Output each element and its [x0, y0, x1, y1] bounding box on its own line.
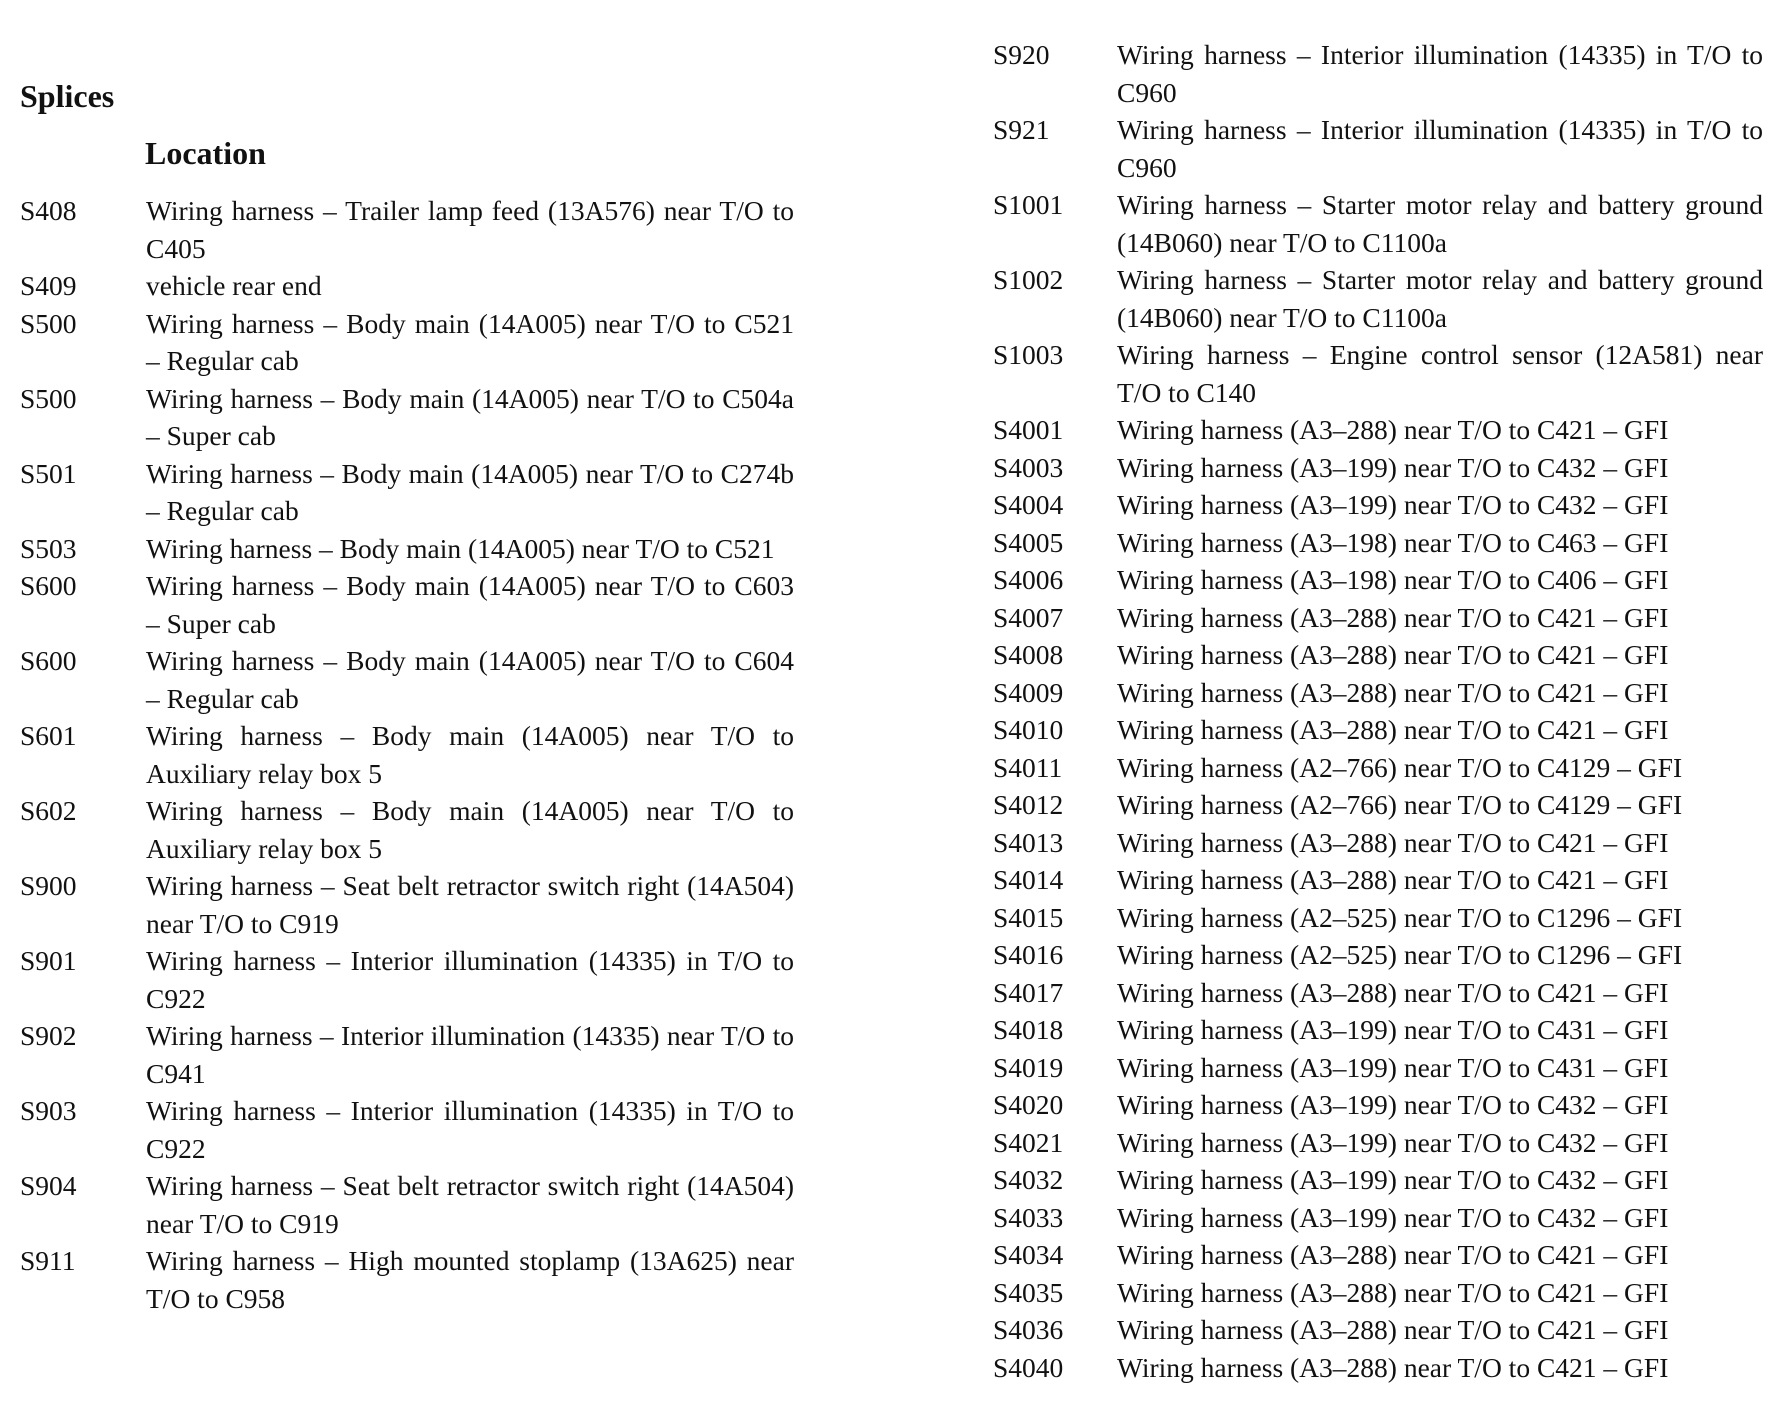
splice-entry [993, 824, 1763, 862]
splice-entry [993, 524, 1763, 562]
splice-code: S602 [20, 795, 77, 826]
splice-code: S600 [20, 570, 77, 601]
splice-location: Wiring harness (A3–199) near T/O to C432 – GFI [1117, 1126, 1669, 1158]
splice-entry [993, 1349, 1763, 1387]
splice-code: S500 [20, 382, 77, 414]
splice-location: Wiring harness (A3–288) near T/O to C421 – GFI [1117, 1314, 1669, 1345]
splice-entry [993, 899, 1763, 937]
splice-location: Wiring harness (A3–288) near T/O to C421 – GFI [1117, 826, 1669, 858]
splice-code: S4007 [993, 601, 1064, 633]
splice-entry [993, 974, 1763, 1012]
splice-code: S901 [20, 945, 77, 976]
splice-code: S4011 [993, 751, 1063, 783]
splice-location: Wiring harness – Body main (14A005) near T/O to C521 – Regular cab [146, 307, 794, 376]
splice-entry [993, 1161, 1763, 1199]
splice-entry [993, 36, 1763, 111]
location-column-header: Location [145, 135, 266, 171]
splice-code: S4021 [993, 1126, 1064, 1158]
splice-entry [993, 1049, 1763, 1087]
splice-entry [20, 192, 795, 267]
splice-code: S500 [20, 307, 77, 339]
splice-entry [993, 674, 1763, 712]
splice-entry [20, 717, 795, 792]
splice-location: Wiring harness – Engine control sensor (12A581) near T/O to C140 [1117, 339, 1763, 408]
splice-entry [993, 1236, 1763, 1274]
splice-location: Wiring harness – Starter motor relay and battery ground (14B060) near T/O to C1100a [1117, 264, 1763, 333]
splice-entry [993, 1274, 1763, 1312]
splice-location: Wiring harness – Interior illumination (14335) in T/O to C960 [1117, 39, 1763, 108]
page-title: Splices [20, 78, 115, 114]
splice-code: S904 [20, 1170, 77, 1201]
splice-entry [20, 380, 795, 455]
splice-code: S911 [20, 1245, 76, 1276]
splice-location: Wiring harness (A3–199) near T/O to C431 – GFI [1117, 1051, 1669, 1083]
splice-code: S1002 [993, 264, 1064, 295]
splice-entry [993, 411, 1763, 449]
splice-entry [993, 486, 1763, 524]
splice-code: S4033 [993, 1201, 1064, 1233]
splice-code: S4008 [993, 639, 1064, 670]
splice-location: Wiring harness – High mounted stoplamp (13A625) near T/O to C958 [146, 1245, 794, 1314]
splice-entry [20, 942, 795, 1017]
splice-location: Wiring harness (A3–199) near T/O to C432 – GFI [1117, 1089, 1669, 1120]
splice-code: S501 [20, 457, 77, 489]
splice-code: S4006 [993, 564, 1064, 595]
splice-location: Wiring harness (A2–525) near T/O to C1296 – GFI [1117, 901, 1683, 933]
splice-location: Wiring harness – Body main (14A005) near T/O to C504a – Super cab [146, 382, 794, 451]
splice-code: S409 [20, 270, 77, 301]
splice-code: S4017 [993, 976, 1064, 1008]
splice-code: S1001 [993, 189, 1064, 220]
splice-location: Wiring harness (A3–288) near T/O to C421 – GFI [1117, 414, 1669, 445]
splice-entry [993, 1311, 1763, 1349]
splice-code: S920 [993, 39, 1050, 70]
splice-entry [993, 599, 1763, 637]
splice-entry [993, 1124, 1763, 1162]
splice-entry [20, 567, 795, 642]
splice-location: Wiring harness (A3–288) near T/O to C421 – GFI [1117, 1239, 1669, 1270]
splice-location: Wiring harness – Body main (14A005) near T/O to Auxiliary relay box 5 [146, 720, 794, 789]
splice-location: vehicle rear end [146, 270, 322, 301]
splice-entry [20, 792, 795, 867]
splice-code: S4012 [993, 789, 1064, 820]
splice-location: Wiring harness (A3–288) near T/O to C421 – GFI [1117, 1276, 1669, 1308]
splice-location: Wiring harness (A2–766) near T/O to C4129 – GFI [1117, 751, 1683, 783]
splice-location: Wiring harness (A3–198) near T/O to C406 – GFI [1117, 564, 1669, 595]
splice-entry [993, 1199, 1763, 1237]
splice-code: S1003 [993, 339, 1064, 370]
splice-code: S4014 [993, 864, 1064, 895]
splice-list-right [993, 36, 1763, 1386]
splice-entry [20, 267, 795, 305]
splice-location: Wiring harness (A3–199) near T/O to C432 – GFI [1117, 451, 1669, 483]
splice-entry [993, 786, 1763, 824]
splice-code: S4034 [993, 1239, 1064, 1270]
splice-code: S4005 [993, 526, 1064, 558]
splice-entry [993, 1086, 1763, 1124]
splice-code: S601 [20, 720, 77, 751]
splice-code: S4020 [993, 1089, 1064, 1120]
splice-location: Wiring harness (A2–766) near T/O to C4129 – GFI [1117, 789, 1683, 820]
splice-entry [993, 186, 1763, 261]
splice-location: Wiring harness – Body main (14A005) near T/O to C604 – Regular cab [146, 645, 794, 714]
splice-entry [993, 1011, 1763, 1049]
splice-entry [20, 305, 795, 380]
splice-entry [993, 636, 1763, 674]
splice-entry [993, 711, 1763, 749]
splice-list-left [20, 192, 795, 1317]
splice-location: Wiring harness (A3–288) near T/O to C421 – GFI [1117, 864, 1669, 895]
splice-code: S4040 [993, 1351, 1064, 1383]
splice-code: S921 [993, 114, 1050, 145]
splice-location: Wiring harness (A2–525) near T/O to C1296 – GFI [1117, 939, 1683, 970]
splice-location: Wiring harness (A3–288) near T/O to C421 – GFI [1117, 601, 1669, 633]
splice-code: S4032 [993, 1164, 1064, 1195]
splice-code: S902 [20, 1020, 77, 1051]
splice-location: Wiring harness – Trailer lamp feed (13A576) near T/O to C405 [146, 195, 794, 264]
splice-code: S4015 [993, 901, 1064, 933]
splice-location: Wiring harness – Body main (14A005) near T/O to Auxiliary relay box 5 [146, 795, 794, 864]
splice-code: S4019 [993, 1051, 1064, 1083]
splice-code: S900 [20, 870, 77, 901]
splice-entry [993, 111, 1763, 186]
splice-location: Wiring harness – Body main (14A005) near T/O to C274b – Regular cab [146, 457, 794, 526]
splice-entry [993, 449, 1763, 487]
splice-code: S4035 [993, 1276, 1064, 1308]
splice-location: Wiring harness (A3–199) near T/O to C431 – GFI [1117, 1014, 1669, 1045]
splice-code: S503 [20, 532, 77, 564]
splice-code: S903 [20, 1095, 77, 1126]
splice-location: Wiring harness – Interior illumination (14335) in T/O to C960 [1117, 114, 1763, 183]
splice-entry [20, 1167, 795, 1242]
splice-location: Wiring harness (A3–198) near T/O to C463 – GFI [1117, 526, 1669, 558]
splice-entry [20, 642, 795, 717]
splice-entry [20, 530, 795, 568]
splice-entry [20, 867, 795, 942]
splice-code: S4004 [993, 489, 1064, 520]
splice-location: Wiring harness – Seat belt retractor switch right (14A504) near T/O to C919 [146, 1170, 794, 1239]
splice-code: S4036 [993, 1314, 1064, 1345]
splice-location: Wiring harness – Interior illumination (14335) in T/O to C922 [146, 1095, 794, 1164]
splice-location: Wiring harness (A3–288) near T/O to C421 – GFI [1117, 1351, 1669, 1383]
splice-entry [993, 261, 1763, 336]
splice-code: S4009 [993, 676, 1064, 708]
splice-code: S408 [20, 195, 77, 226]
splice-code: S4016 [993, 939, 1064, 970]
splice-location: Wiring harness (A3–199) near T/O to C432 – GFI [1117, 1201, 1669, 1233]
splice-code: S4003 [993, 451, 1064, 483]
splice-entry [993, 561, 1763, 599]
splice-code: S4010 [993, 714, 1064, 745]
splice-entry [20, 1017, 795, 1092]
splice-location: Wiring harness – Body main (14A005) near T/O to C521 [146, 532, 775, 564]
splice-location: Wiring harness (A3–199) near T/O to C432 – GFI [1117, 1164, 1669, 1195]
splice-location: Wiring harness – Interior illumination (14335) near T/O to C941 [146, 1020, 794, 1089]
splice-entry [993, 861, 1763, 899]
splice-code: S4018 [993, 1014, 1064, 1045]
splice-entry [20, 1242, 795, 1317]
splice-location: Wiring harness (A3–288) near T/O to C421 – GFI [1117, 639, 1669, 670]
splice-location: Wiring harness – Seat belt retractor switch right (14A504) near T/O to C919 [146, 870, 794, 939]
splice-location: Wiring harness (A3–288) near T/O to C421 – GFI [1117, 976, 1669, 1008]
splice-location: Wiring harness – Body main (14A005) near T/O to C603 – Super cab [146, 570, 794, 639]
splice-code: S4001 [993, 414, 1064, 445]
splice-entry [993, 749, 1763, 787]
splice-code: S600 [20, 645, 77, 676]
splice-location: Wiring harness (A3–288) near T/O to C421 – GFI [1117, 714, 1669, 745]
splice-location: Wiring harness – Interior illumination (14335) in T/O to C922 [146, 945, 794, 1014]
splice-entry [993, 936, 1763, 974]
splice-location: Wiring harness (A3–199) near T/O to C432 – GFI [1117, 489, 1669, 520]
splice-entry [20, 455, 795, 530]
splice-location: Wiring harness (A3–288) near T/O to C421 – GFI [1117, 676, 1669, 708]
splice-code: S4013 [993, 826, 1064, 858]
splice-entry [993, 336, 1763, 411]
splice-entry [20, 1092, 795, 1167]
splice-location: Wiring harness – Starter motor relay and battery ground (14B060) near T/O to C1100a [1117, 189, 1763, 258]
